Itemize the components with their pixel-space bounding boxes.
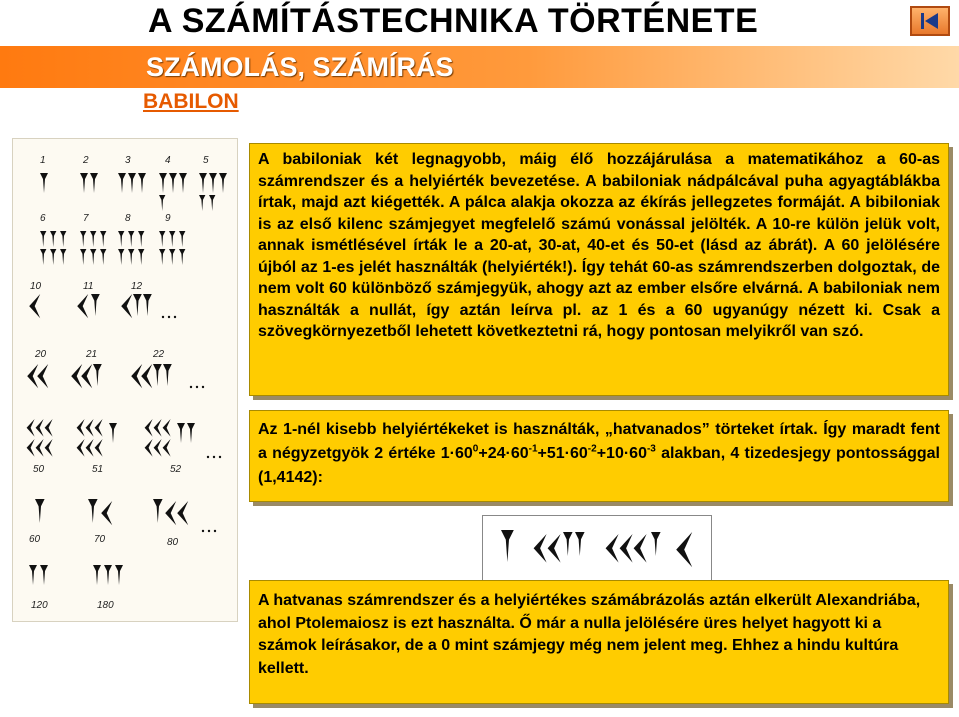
wedge-mark xyxy=(159,195,165,211)
ellipsis-dot xyxy=(208,530,210,532)
wedge-mark xyxy=(118,249,124,265)
corner-wedge-mark xyxy=(45,419,53,437)
ellipsis-dot xyxy=(196,386,198,388)
wedge-mark xyxy=(118,173,126,193)
corner-wedge-mark xyxy=(29,294,40,318)
wedge-mark xyxy=(40,173,48,193)
cuneiform-numerals-figure xyxy=(12,138,238,622)
corner-wedge-mark xyxy=(606,534,619,563)
tablet-label: 180 xyxy=(97,600,114,611)
corner-wedge-mark xyxy=(27,364,38,388)
corner-wedge-mark xyxy=(36,439,44,457)
wedge-mark xyxy=(219,173,227,193)
corner-wedge-mark xyxy=(534,534,547,563)
wedge-mark xyxy=(209,173,217,193)
wedge-mark xyxy=(179,173,187,193)
title-band xyxy=(0,46,959,88)
corner-wedge-mark xyxy=(121,294,132,318)
corner-wedge-mark xyxy=(165,501,176,525)
corner-wedge-mark xyxy=(101,501,112,525)
wedge-mark xyxy=(128,249,134,265)
wedge-mark xyxy=(199,195,205,211)
tablet-label: 10 xyxy=(30,281,42,292)
corner-wedge-mark xyxy=(95,419,103,437)
conclusion-paragraph: A hatvanas számrendszer és a helyiértékes számábrázolás aztán elkerült Alexandriába, ahol Ptolemaiosz is ezt használta. Ő már a nulla jelölésére üres helyet hagyott ki a számok leírásakor, de a 0 mint számjegy még nem jelent meg. Ehhez a hindu kultúra kellett. xyxy=(258,592,921,677)
tablet-label: 11 xyxy=(83,281,94,292)
tablet-label: 120 xyxy=(31,600,48,611)
wedge-mark xyxy=(90,173,98,193)
wedge-mark xyxy=(60,231,66,247)
corner-wedge-mark xyxy=(620,534,633,563)
wedge-mark xyxy=(40,565,48,585)
wedge-mark xyxy=(159,173,167,193)
corner-wedge-mark xyxy=(45,439,53,457)
wedge-mark xyxy=(115,565,123,585)
wedge-mark xyxy=(153,364,162,386)
corner-wedge-mark xyxy=(141,364,152,388)
corner-wedge-mark xyxy=(131,364,142,388)
tablet-label: 60 xyxy=(29,534,41,545)
corner-wedge-mark xyxy=(676,532,692,567)
page-subtitle: SZÁMOLÁS, SZÁMÍRÁS xyxy=(146,52,454,82)
ellipsis-dot xyxy=(202,386,204,388)
tablet-label: 7 xyxy=(83,213,89,224)
fractions-text-box xyxy=(249,410,949,502)
tablet-label: 5 xyxy=(203,155,209,166)
wedge-mark xyxy=(179,249,185,265)
wedge-mark xyxy=(88,499,98,523)
corner-wedge-mark xyxy=(37,364,48,388)
ellipsis-dot xyxy=(174,316,176,318)
tablet-label: 4 xyxy=(165,155,171,166)
wedge-mark xyxy=(138,231,144,247)
ellipsis-dot xyxy=(168,316,170,318)
tablet-label: 21 xyxy=(86,349,98,360)
corner-wedge-mark xyxy=(163,439,171,457)
ellipsis-dot xyxy=(207,456,209,458)
tablet-label: 52 xyxy=(170,464,182,475)
wedge-mark xyxy=(80,249,86,265)
wedge-mark xyxy=(93,364,102,386)
tablet-label: 70 xyxy=(94,534,106,545)
skip-back-icon xyxy=(912,8,948,34)
wedge-mark xyxy=(169,173,177,193)
corner-wedge-mark xyxy=(145,439,153,457)
wedge-mark xyxy=(563,532,573,556)
corner-wedge-mark xyxy=(71,364,82,388)
wedge-mark xyxy=(159,231,165,247)
tablet-label: 50 xyxy=(33,464,45,475)
fractions-paragraph: Az 1-nél kisebb helyiértékeket is használták, „hatvanados” törteket írtak. Így maradt fent a négyzetgyök 2 értéke $1\cdot 60^0+24\cdot 60^{-1}+51\cdot 60^{-2}+10\cdot 60^{-3}$ alakban, 4 tizedesjegy pontossággal (1,4142): xyxy=(258,421,940,486)
wedge-mark xyxy=(138,249,144,265)
corner-wedge-mark xyxy=(77,294,88,318)
tablet-label: 9 xyxy=(165,213,171,224)
wedge-mark xyxy=(60,249,66,265)
wedge-mark xyxy=(133,294,142,316)
corner-wedge-mark xyxy=(36,419,44,437)
wedge-mark xyxy=(109,423,117,443)
wedge-mark xyxy=(29,565,37,585)
wedge-mark xyxy=(80,231,86,247)
wedge-mark xyxy=(575,532,585,556)
wedge-mark xyxy=(187,423,195,443)
wedge-mark xyxy=(93,565,101,585)
corner-wedge-mark xyxy=(145,419,153,437)
corner-wedge-mark xyxy=(86,419,94,437)
wedge-mark xyxy=(159,249,165,265)
tablet-label: 22 xyxy=(153,349,165,360)
wedge-mark xyxy=(199,173,207,193)
ellipsis-dot xyxy=(190,386,192,388)
wedge-mark xyxy=(138,173,146,193)
tablet-label: 12 xyxy=(131,281,143,292)
corner-wedge-mark xyxy=(154,419,162,437)
wedge-mark xyxy=(50,231,56,247)
corner-wedge-mark xyxy=(27,439,35,457)
ellipsis-dot xyxy=(162,316,164,318)
wedge-mark xyxy=(169,231,175,247)
tablet-label: 51 xyxy=(92,464,104,475)
intro-paragraph: A babiloniak két legnagyobb, máig élő hozzájárulása a matematikához a 60-as számrendszer és a helyiérték bevezetése. A babiloniak nádpálcával puha agyagtáblákba írtak, majd azt kiégették. A pálca alakja okozza az ékírás jellegzetes formáját. A bibiloniak is az első kilenc számjegyet megfelelő számú vonással jelölték. A 10-re külön jelük volt, annak ismétlésével írták le a 20-at, 30-at, 40-et és 50-et (lásd az ábrát). A 60 jelölésére újból az 1-es jelét használták (helyiérték!). Így tehát 60-as számrendszerben dolgoztak, de nem volt 60 különböző számjegyük, ahogy azt az ember elsőre elvárná. A babiloniak nem használták a nullát, így aztán leírva pl. az 1 és a 60 ugyanúgy nézett ki. Csak a szövegkörnyezetből lehetett következtetni rá, hogy pontosan melyikről van szó. xyxy=(258,151,940,340)
wedge-mark xyxy=(35,499,45,523)
tablet-label: 2 xyxy=(83,155,89,166)
tablet-label: 20 xyxy=(35,349,47,360)
wedge-mark xyxy=(90,249,96,265)
ellipsis-dot xyxy=(202,530,204,532)
corner-wedge-mark xyxy=(163,419,171,437)
wedge-mark xyxy=(80,173,88,193)
sqrt2-cuneiform-figure xyxy=(482,515,712,583)
tablet-label: 8 xyxy=(125,213,131,224)
corner-wedge-mark xyxy=(86,439,94,457)
ellipsis-dot xyxy=(219,456,221,458)
ellipsis-dot xyxy=(214,530,216,532)
page-title: A SZÁMÍTÁSTECHNIKA TÖRTÉNETE xyxy=(148,2,759,40)
corner-wedge-mark xyxy=(81,364,92,388)
wedge-mark xyxy=(128,173,136,193)
corner-wedge-mark xyxy=(77,439,85,457)
back-button[interactable] xyxy=(910,6,950,36)
wedge-mark xyxy=(179,231,185,247)
corner-wedge-mark xyxy=(95,439,103,457)
tablet-label: 80 xyxy=(167,537,179,548)
wedge-mark xyxy=(90,231,96,247)
wedge-mark xyxy=(100,249,106,265)
section-heading: BABILON xyxy=(143,90,239,113)
wedge-mark xyxy=(143,294,152,316)
wedge-mark xyxy=(118,231,124,247)
wedge-mark xyxy=(91,294,100,316)
wedge-mark xyxy=(40,231,46,247)
corner-wedge-mark xyxy=(177,501,188,525)
corner-wedge-mark xyxy=(77,419,85,437)
tablet-label: 6 xyxy=(40,213,46,224)
intro-text-box xyxy=(249,143,949,396)
tablet-label: 3 xyxy=(125,155,131,166)
wedge-mark xyxy=(153,499,163,523)
ellipsis-dot xyxy=(213,456,215,458)
wedge-mark xyxy=(177,423,185,443)
wedge-mark xyxy=(501,530,514,562)
corner-wedge-mark xyxy=(154,439,162,457)
corner-wedge-mark xyxy=(27,419,35,437)
wedge-mark xyxy=(169,249,175,265)
corner-wedge-mark xyxy=(634,534,647,563)
corner-wedge-mark xyxy=(548,534,561,563)
tablet-label: 1 xyxy=(40,155,46,166)
wedge-mark xyxy=(100,231,106,247)
wedge-mark xyxy=(209,195,215,211)
wedge-mark xyxy=(50,249,56,265)
conclusion-text-box xyxy=(249,580,949,704)
wedge-mark xyxy=(40,249,46,265)
wedge-mark xyxy=(104,565,112,585)
wedge-mark xyxy=(651,532,661,556)
wedge-mark xyxy=(128,231,134,247)
wedge-mark xyxy=(163,364,172,386)
